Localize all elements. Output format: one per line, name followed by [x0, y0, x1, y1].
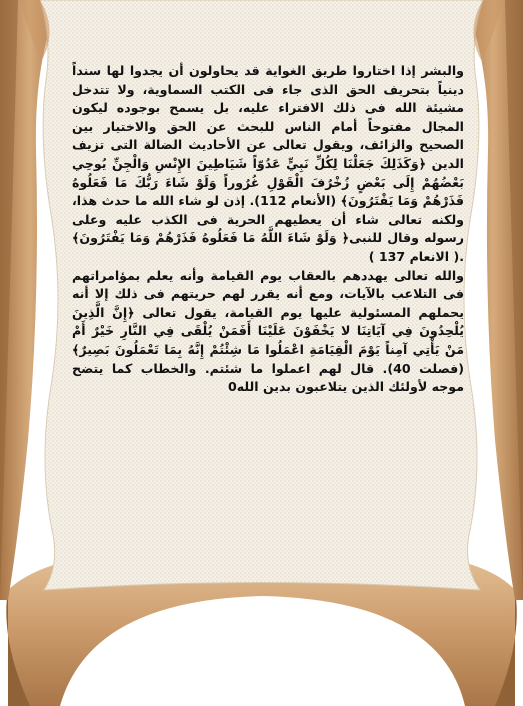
document-body [72, 62, 464, 397]
paragraph-1: والبشر إذا اختاروا طريق الغواية قد يحاولون أن يجدوا لها سنداً دينياً بتحريف الحق الذى جاء فى الكتب السماوية، ولا تتدخل مشيئة الله فى ذلك الافتراء عليه، بل يسمح بوجوده ليكون المجال مفتوحاً أمام الناس للبحث عن الحق والاختيار بين الصحيح والزائف، ويقول تعالى عن الأحاديث الضالة التى تزيف الدين ﴿وَكَذَلِكَ جَعَلْنَا لِكُلِّ نَبِيٍّ عَدُوّاً شَيَاطِينَ الإِنْسِ وَالْجِنِّ يُوحِي بَعْضُهُمْ إِلَى بَعْضٍ زُخْرُفَ الْقَوْلِ غُرُوراً وَلَوْ شَاءَ رَبُّكَ مَا فَعَلُوهُ فَذَرْهُمْ وَمَا يَفْتَرُونَ﴾ (الأنعام 112). إذن لو شاء الله ما حدث هذا، ولكنه تعالى شاء أن يعطيهم الحرية فى الكذب عليه وعلى رسوله وقال للنبى﴿ وَلَوْ شَاءَ اللَّهُ مَا فَعَلُوهُ فَذَرْهُمْ وَمَا يَفْتَرُونَ﴾ .( الانعام 137 ) [72, 63, 464, 264]
paragraph-2: والله تعالى يهددهم بالعقاب يوم القيامة وأنه يعلم بمؤامراتهم فى التلاعب بالآيات، ومع أنه يقرر لهم حريتهم فى ذلك إلا أنه يحملهم المسئولية عليها يوم القيامة، يقول تعالى ﴿إِنَّ الَّذِينَ يُلْحِدُونَ فِي آيَاتِنَا لا يَخْفَوْنَ عَلَيْنَا أَفَمَنْ يُلْقَى فِي النَّارِ خَيْرٌ أَمْ مَنْ يَأْتِي آمِناً يَوْمَ الْقِيَامَةِ اعْمَلُوا مَا شِئْتُمْ إِنَّهُ بِمَا تَعْمَلُونَ بَصِيرٌ﴾ (فصلت 40). قال لهم اعملوا ما شئتم. والخطاب كما يتضح موجه لأولئك الذين يتلاعبون بدين الله0 [72, 267, 464, 395]
